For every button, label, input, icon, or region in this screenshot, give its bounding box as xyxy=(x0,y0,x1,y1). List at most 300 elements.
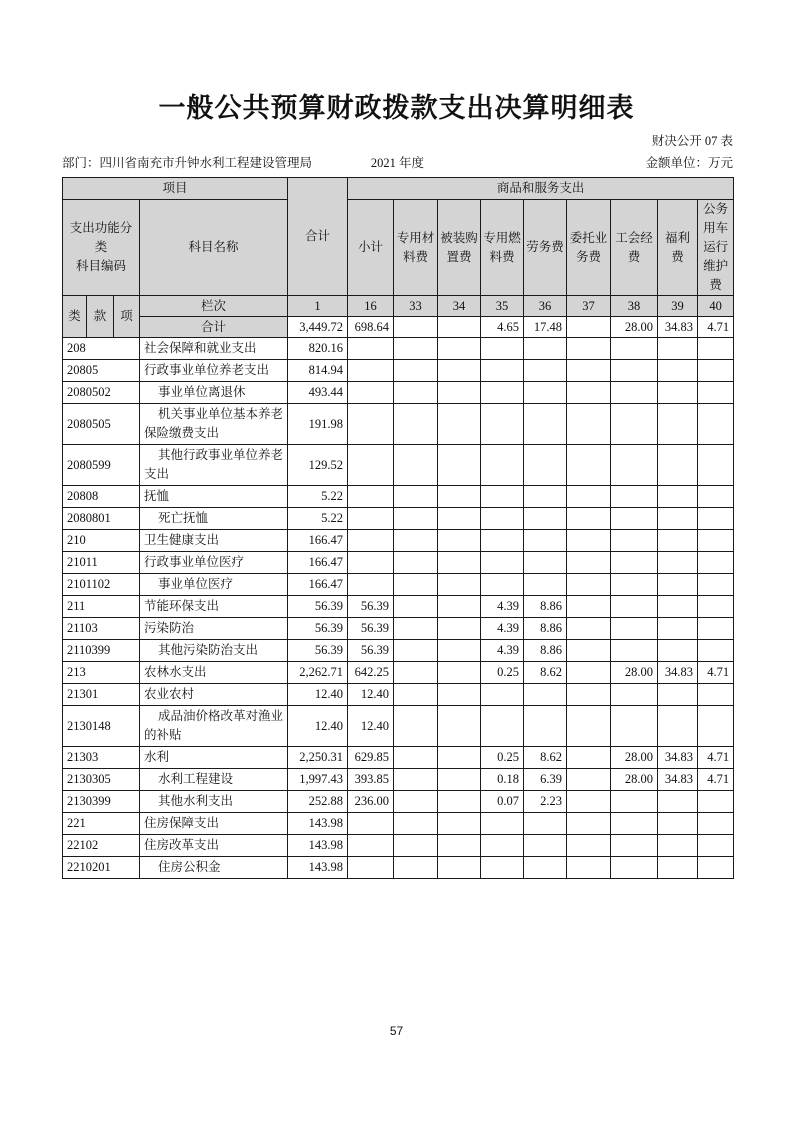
row-value-cell xyxy=(348,857,394,879)
row-value-cell xyxy=(348,404,394,445)
row-value-cell xyxy=(567,684,611,706)
row-value-cell xyxy=(394,382,438,404)
row-value-cell xyxy=(438,640,481,662)
row-value-cell: 5.22 xyxy=(288,486,348,508)
row-value-cell xyxy=(567,747,611,769)
row-value-cell xyxy=(524,445,567,486)
row-value-cell xyxy=(658,835,698,857)
row-value-cell: 4.71 xyxy=(698,662,734,684)
row-code: 21103 xyxy=(63,618,140,640)
department-label: 部门：四川省南充市升钟水利工程建设管理局 xyxy=(62,156,313,170)
row-subject-name: 农业农村 xyxy=(140,684,288,706)
row-value-cell: 143.98 xyxy=(288,813,348,835)
row-value-cell xyxy=(348,552,394,574)
row-code: 2210201 xyxy=(63,857,140,879)
row-value-cell xyxy=(611,530,658,552)
row-value-cell: 820.16 xyxy=(288,338,348,360)
row-value-cell: 6.39 xyxy=(524,769,567,791)
row-subject-name: 行政事业单位养老支出 xyxy=(140,360,288,382)
row-value-cell xyxy=(567,813,611,835)
row-value-cell xyxy=(611,360,658,382)
row-value-cell xyxy=(567,404,611,445)
row-value-cell xyxy=(438,486,481,508)
row-value-cell xyxy=(698,404,734,445)
row-subject-name: 住房改革支出 xyxy=(140,835,288,857)
row-subject-name: 其他污染防治支出 xyxy=(140,640,288,662)
row-value-cell xyxy=(611,338,658,360)
row-value-cell xyxy=(658,857,698,879)
row-value-cell xyxy=(658,382,698,404)
row-value-cell: 34.83 xyxy=(658,747,698,769)
row-value-cell xyxy=(394,791,438,813)
column-number-cell: 33 xyxy=(394,296,438,317)
header-subcol: 公务用车运行维护费 xyxy=(698,200,734,296)
column-number-cell: 34 xyxy=(438,296,481,317)
row-code: 21303 xyxy=(63,747,140,769)
row-value-cell xyxy=(567,835,611,857)
row-code: 210 xyxy=(63,530,140,552)
row-subject-name: 其他行政事业单位养老支出 xyxy=(140,445,288,486)
row-value-cell xyxy=(348,445,394,486)
row-value-cell xyxy=(524,835,567,857)
row-value-cell xyxy=(611,508,658,530)
header-item: 项 xyxy=(114,296,140,338)
table-row xyxy=(63,360,734,382)
table-row xyxy=(63,791,734,813)
row-value-cell xyxy=(438,360,481,382)
row-value-cell xyxy=(611,791,658,813)
row-value-cell xyxy=(394,813,438,835)
row-value-cell xyxy=(438,618,481,640)
totals-label: 合计 xyxy=(140,317,288,338)
row-subject-name: 事业单位医疗 xyxy=(140,574,288,596)
header-subcol: 劳务费 xyxy=(524,200,567,296)
row-value-cell xyxy=(348,574,394,596)
row-value-cell xyxy=(524,684,567,706)
table-row xyxy=(63,857,734,879)
row-value-cell: 56.39 xyxy=(348,640,394,662)
row-value-cell xyxy=(698,596,734,618)
row-value-cell xyxy=(438,445,481,486)
row-value-cell xyxy=(394,530,438,552)
row-value-cell xyxy=(394,769,438,791)
row-value-cell xyxy=(611,706,658,747)
row-subject-name: 行政事业单位医疗 xyxy=(140,552,288,574)
row-value-cell xyxy=(698,706,734,747)
row-value-cell xyxy=(698,618,734,640)
row-value-cell xyxy=(698,835,734,857)
row-code: 2130148 xyxy=(63,706,140,747)
fiscal-year-label: 2021 年度 xyxy=(370,156,425,170)
row-code: 211 xyxy=(63,596,140,618)
row-value-cell xyxy=(438,857,481,879)
row-value-cell xyxy=(394,552,438,574)
row-value-cell xyxy=(611,596,658,618)
row-value-cell xyxy=(698,508,734,530)
row-value-cell xyxy=(438,338,481,360)
row-value-cell xyxy=(611,382,658,404)
header-column-index: 栏次 xyxy=(140,296,288,317)
header-subcol: 专用材料费 xyxy=(394,200,438,296)
row-value-cell xyxy=(658,360,698,382)
doc-code: 财决公开 07 表 xyxy=(651,134,733,148)
totals-value-cell: 34.83 xyxy=(658,317,698,338)
row-subject-name: 水利 xyxy=(140,747,288,769)
row-value-cell: 1,997.43 xyxy=(288,769,348,791)
row-subject-name: 死亡抚恤 xyxy=(140,508,288,530)
row-value-cell xyxy=(481,835,524,857)
table-row xyxy=(63,530,734,552)
row-code: 221 xyxy=(63,813,140,835)
row-value-cell: 28.00 xyxy=(611,769,658,791)
column-number-cell: 36 xyxy=(524,296,567,317)
header-function-code xyxy=(63,200,140,296)
row-value-cell xyxy=(658,486,698,508)
row-value-cell xyxy=(481,813,524,835)
row-value-cell: 5.22 xyxy=(288,508,348,530)
row-value-cell xyxy=(394,596,438,618)
row-value-cell: 0.25 xyxy=(481,662,524,684)
table-wrapper xyxy=(62,177,734,879)
row-value-cell xyxy=(698,552,734,574)
row-subject-name: 抚恤 xyxy=(140,486,288,508)
header-function-code-line1: 支出功能分类 xyxy=(69,221,133,254)
row-value-cell xyxy=(394,338,438,360)
row-value-cell: 4.39 xyxy=(481,596,524,618)
header-project: 项目 xyxy=(63,178,288,200)
row-value-cell xyxy=(481,706,524,747)
row-value-cell xyxy=(611,684,658,706)
row-value-cell xyxy=(524,360,567,382)
row-value-cell xyxy=(698,530,734,552)
row-value-cell xyxy=(567,486,611,508)
row-value-cell xyxy=(611,835,658,857)
row-value-cell xyxy=(567,360,611,382)
row-value-cell xyxy=(658,791,698,813)
row-value-cell xyxy=(348,530,394,552)
row-value-cell xyxy=(567,596,611,618)
row-code: 2080801 xyxy=(63,508,140,530)
row-subject-name: 其他水利支出 xyxy=(140,791,288,813)
row-value-cell xyxy=(394,445,438,486)
row-code: 2101102 xyxy=(63,574,140,596)
row-value-cell xyxy=(438,662,481,684)
row-value-cell xyxy=(394,360,438,382)
row-value-cell xyxy=(394,684,438,706)
row-value-cell: 12.40 xyxy=(348,684,394,706)
row-code: 213 xyxy=(63,662,140,684)
table-row xyxy=(63,382,734,404)
table-row xyxy=(63,618,734,640)
header-subcol: 小计 xyxy=(348,200,394,296)
table-row xyxy=(63,640,734,662)
totals-value-cell: 4.65 xyxy=(481,317,524,338)
row-value-cell xyxy=(611,552,658,574)
column-number-cell: 1 xyxy=(288,296,348,317)
row-value-cell xyxy=(524,508,567,530)
row-value-cell xyxy=(524,404,567,445)
row-value-cell xyxy=(438,574,481,596)
row-value-cell: 56.39 xyxy=(288,640,348,662)
row-value-cell xyxy=(524,338,567,360)
row-value-cell xyxy=(481,552,524,574)
row-value-cell xyxy=(438,684,481,706)
totals-value-cell xyxy=(394,317,438,338)
row-value-cell xyxy=(438,382,481,404)
row-value-cell: 12.40 xyxy=(288,706,348,747)
row-value-cell: 0.25 xyxy=(481,747,524,769)
row-value-cell xyxy=(658,596,698,618)
row-subject-name: 节能环保支出 xyxy=(140,596,288,618)
row-code: 2080599 xyxy=(63,445,140,486)
row-value-cell xyxy=(611,857,658,879)
row-code: 2080505 xyxy=(63,404,140,445)
row-value-cell: 143.98 xyxy=(288,835,348,857)
row-value-cell xyxy=(567,382,611,404)
row-value-cell: 12.40 xyxy=(348,706,394,747)
row-value-cell xyxy=(394,662,438,684)
row-value-cell: 56.39 xyxy=(288,618,348,640)
row-value-cell xyxy=(658,404,698,445)
table-row xyxy=(63,552,734,574)
row-value-cell: 642.25 xyxy=(348,662,394,684)
row-code: 21301 xyxy=(63,684,140,706)
row-value-cell xyxy=(394,618,438,640)
row-subject-name: 成品油价格改革对渔业的补贴 xyxy=(140,706,288,747)
row-value-cell: 28.00 xyxy=(611,662,658,684)
row-value-cell xyxy=(611,618,658,640)
row-value-cell: 629.85 xyxy=(348,747,394,769)
header-subcol: 委托业务费 xyxy=(567,200,611,296)
table-row xyxy=(63,508,734,530)
totals-value-cell xyxy=(438,317,481,338)
header-subcol: 福利费 xyxy=(658,200,698,296)
row-value-cell: 2.23 xyxy=(524,791,567,813)
row-value-cell xyxy=(481,684,524,706)
row-value-cell xyxy=(438,508,481,530)
row-value-cell: 236.00 xyxy=(348,791,394,813)
row-value-cell xyxy=(481,530,524,552)
column-number-cell: 39 xyxy=(658,296,698,317)
row-value-cell xyxy=(698,857,734,879)
row-value-cell: 166.47 xyxy=(288,530,348,552)
row-value-cell: 4.39 xyxy=(481,640,524,662)
header-class: 类 xyxy=(63,296,87,338)
header-subcol: 工会经费 xyxy=(611,200,658,296)
row-value-cell xyxy=(611,640,658,662)
totals-value-cell: 4.71 xyxy=(698,317,734,338)
row-code: 21011 xyxy=(63,552,140,574)
header-goods-services: 商品和服务支出 xyxy=(348,178,734,200)
row-value-cell: 4.39 xyxy=(481,618,524,640)
row-value-cell xyxy=(438,813,481,835)
row-value-cell: 0.07 xyxy=(481,791,524,813)
row-value-cell xyxy=(658,706,698,747)
row-value-cell: 8.86 xyxy=(524,640,567,662)
row-value-cell: 0.18 xyxy=(481,769,524,791)
row-value-cell xyxy=(394,404,438,445)
row-value-cell xyxy=(438,791,481,813)
row-value-cell xyxy=(698,791,734,813)
row-value-cell xyxy=(524,382,567,404)
row-value-cell xyxy=(524,706,567,747)
column-number-cell: 16 xyxy=(348,296,394,317)
row-value-cell xyxy=(567,857,611,879)
row-value-cell: 4.71 xyxy=(698,747,734,769)
row-value-cell xyxy=(567,530,611,552)
row-value-cell: 2,262.71 xyxy=(288,662,348,684)
page-number: 57 xyxy=(389,1024,404,1038)
table-row xyxy=(63,706,734,747)
row-value-cell: 4.71 xyxy=(698,769,734,791)
row-value-cell xyxy=(567,791,611,813)
row-subject-name: 事业单位离退休 xyxy=(140,382,288,404)
table-row xyxy=(63,662,734,684)
row-value-cell xyxy=(658,338,698,360)
row-value-cell xyxy=(394,486,438,508)
header-total: 合计 xyxy=(288,178,348,296)
totals-value-cell xyxy=(567,317,611,338)
row-value-cell xyxy=(611,404,658,445)
row-value-cell xyxy=(438,404,481,445)
table-row xyxy=(63,486,734,508)
row-value-cell xyxy=(658,552,698,574)
column-number-cell: 38 xyxy=(611,296,658,317)
row-code: 20808 xyxy=(63,486,140,508)
row-value-cell xyxy=(438,596,481,618)
row-value-cell xyxy=(567,769,611,791)
row-value-cell: 8.62 xyxy=(524,747,567,769)
table-row xyxy=(63,747,734,769)
row-value-cell xyxy=(658,530,698,552)
row-value-cell: 56.39 xyxy=(348,618,394,640)
row-value-cell: 2,250.31 xyxy=(288,747,348,769)
header-section: 款 xyxy=(87,296,114,338)
row-value-cell xyxy=(658,445,698,486)
row-value-cell: 252.88 xyxy=(288,791,348,813)
row-value-cell xyxy=(438,835,481,857)
row-subject-name: 污染防治 xyxy=(140,618,288,640)
row-code: 22102 xyxy=(63,835,140,857)
budget-detail-table xyxy=(62,177,734,879)
row-value-cell xyxy=(438,530,481,552)
row-value-cell: 28.00 xyxy=(611,747,658,769)
row-value-cell xyxy=(611,445,658,486)
row-code: 20805 xyxy=(63,360,140,382)
meta-row xyxy=(62,153,733,171)
row-value-cell xyxy=(438,706,481,747)
row-value-cell xyxy=(438,747,481,769)
header-subcol: 被装购置费 xyxy=(438,200,481,296)
row-value-cell xyxy=(698,360,734,382)
row-value-cell xyxy=(698,574,734,596)
row-value-cell: 166.47 xyxy=(288,552,348,574)
table-row xyxy=(63,596,734,618)
header-subcol: 专用燃料费 xyxy=(481,200,524,296)
row-value-cell: 143.98 xyxy=(288,857,348,879)
row-value-cell xyxy=(481,382,524,404)
table-row xyxy=(63,835,734,857)
row-value-cell xyxy=(394,747,438,769)
row-value-cell xyxy=(567,552,611,574)
row-subject-name: 机关事业单位基本养老保险缴费支出 xyxy=(140,404,288,445)
row-value-cell: 34.83 xyxy=(658,662,698,684)
row-value-cell xyxy=(567,706,611,747)
table-row xyxy=(63,769,734,791)
table-row xyxy=(63,684,734,706)
table-row xyxy=(63,338,734,360)
row-value-cell xyxy=(481,445,524,486)
row-value-cell xyxy=(481,338,524,360)
row-code: 2110399 xyxy=(63,640,140,662)
row-value-cell xyxy=(698,486,734,508)
row-value-cell: 12.40 xyxy=(288,684,348,706)
row-value-cell xyxy=(348,338,394,360)
row-value-cell xyxy=(658,508,698,530)
row-value-cell xyxy=(394,706,438,747)
row-value-cell xyxy=(394,640,438,662)
row-value-cell: 56.39 xyxy=(288,596,348,618)
row-value-cell xyxy=(698,813,734,835)
totals-value-cell: 17.48 xyxy=(524,317,567,338)
row-subject-name: 农林水支出 xyxy=(140,662,288,684)
table-row xyxy=(63,445,734,486)
row-value-cell xyxy=(348,382,394,404)
row-value-cell xyxy=(567,618,611,640)
row-value-cell: 814.94 xyxy=(288,360,348,382)
table-row xyxy=(63,404,734,445)
row-value-cell xyxy=(438,552,481,574)
row-code: 208 xyxy=(63,338,140,360)
row-value-cell xyxy=(698,338,734,360)
row-value-cell: 8.86 xyxy=(524,596,567,618)
row-value-cell xyxy=(567,640,611,662)
row-value-cell xyxy=(698,640,734,662)
row-subject-name: 社会保障和就业支出 xyxy=(140,338,288,360)
row-value-cell xyxy=(698,445,734,486)
row-value-cell xyxy=(348,835,394,857)
row-value-cell xyxy=(611,574,658,596)
column-number-cell: 37 xyxy=(567,296,611,317)
row-subject-name: 水利工程建设 xyxy=(140,769,288,791)
row-value-cell xyxy=(524,486,567,508)
row-value-cell xyxy=(611,813,658,835)
row-value-cell xyxy=(481,857,524,879)
header-function-code-line2: 科目编码 xyxy=(75,259,126,273)
totals-value-cell: 3,449.72 xyxy=(288,317,348,338)
row-value-cell xyxy=(698,684,734,706)
row-value-cell xyxy=(524,857,567,879)
row-code: 2080502 xyxy=(63,382,140,404)
row-value-cell xyxy=(567,338,611,360)
row-value-cell xyxy=(348,813,394,835)
row-value-cell: 56.39 xyxy=(348,596,394,618)
row-value-cell xyxy=(567,574,611,596)
header-subject-name: 科目名称 xyxy=(140,200,288,296)
row-value-cell xyxy=(658,640,698,662)
row-subject-name: 住房保障支出 xyxy=(140,813,288,835)
row-subject-name: 住房公积金 xyxy=(140,857,288,879)
row-value-cell xyxy=(481,508,524,530)
table-row xyxy=(63,574,734,596)
row-value-cell: 191.98 xyxy=(288,404,348,445)
row-value-cell xyxy=(524,813,567,835)
amount-unit-label: 金额单位：万元 xyxy=(645,156,733,170)
row-value-cell xyxy=(394,508,438,530)
row-value-cell xyxy=(481,574,524,596)
row-value-cell: 493.44 xyxy=(288,382,348,404)
table-row xyxy=(63,813,734,835)
